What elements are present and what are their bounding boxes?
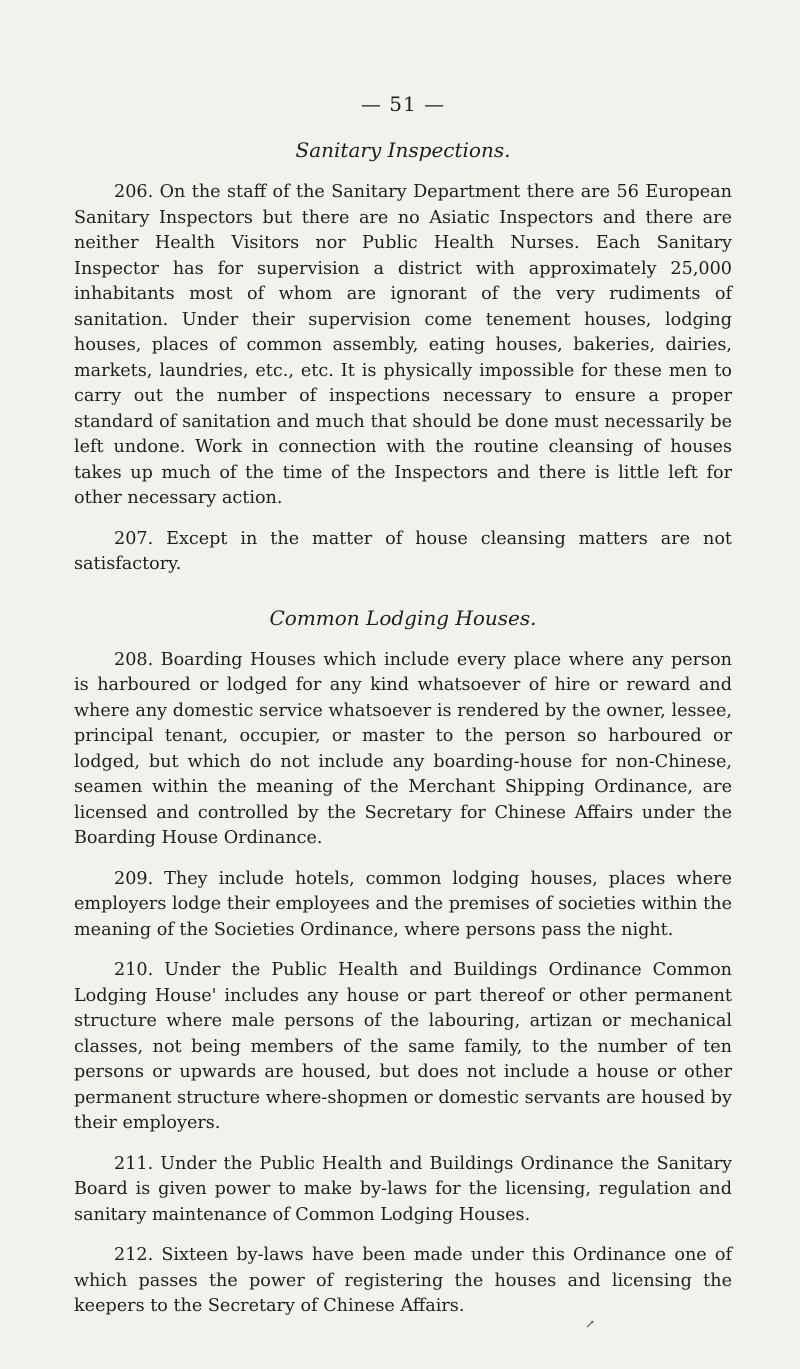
paragraph-208: 208. Boarding Houses which include every place where any person is harboured or lodged for any kind whatsoever of hire or reward and where any domestic service whatsoever is rendered by the owner, lessee, principal tenant, occupier, or master to the person so harboured or lodged, but which do not include any boarding-house for non-Chinese, seamen within the meaning of the Merchant Shipping Ordinance, are licensed and controlled by the Secretary for Chinese Affairs under the Boarding House Ordinance. xyxy=(74,649,732,848)
section-sanitary-inspections xyxy=(74,138,732,578)
section-common-lodging-houses xyxy=(74,606,732,1320)
stray-mark: ↗ xyxy=(585,1317,596,1331)
paragraph-206: 206. On the staff of the Sanitary Department there are 56 European Sanitary Inspectors but there are no Asiatic Inspectors and there are neither Health Visitors nor Public Health Nurses. Each Sanitary Inspector has for supervision a district with approximately 25,000 inhabitants most of whom are ignorant of the very rudiments of sanitation. Under their supervision come tenement houses, lodging houses, places of common assembly, eating houses, bakeries, dairies, markets, laundries, etc., etc. It is physically impossible for these men to carry out the number of inspections necessary to ensure a proper standard of sanitation and much that should be done must necessarily be left undone. Work in connection with the routine cleansing of houses takes up much of the time of the Inspectors and there is little left for other necessary action. xyxy=(74,182,732,508)
paragraph-207: 207. Except in the matter of house cleansing matters are not satisfactory. xyxy=(74,528,732,574)
section-heading: Common Lodging Houses. xyxy=(269,605,537,630)
paragraph-209: 209. They include hotels, common lodging houses, places where employers lodge their employees and the premises of societies within the meaning of the Societies Ordinance, where persons pass the night. xyxy=(74,868,732,940)
paragraph-211: 211. Under the Public Health and Buildings Ordinance the Sanitary Board is given power to make by-laws for the licensing, regulation and sanitary maintenance of Common Lodging Houses. xyxy=(74,1153,732,1225)
paragraph-212: 212. Sixteen by-laws have been made under this Ordinance one of which passes the power of registering the houses and licensing the keepers to the Secretary of Chinese Affairs. xyxy=(74,1245,732,1316)
section-heading: Sanitary Inspections. xyxy=(295,138,511,162)
page-number: — 51 — xyxy=(360,92,446,116)
paragraph-210: 210. Under the Public Health and Buildings Ordinance Common Lodging House' includes any house or part thereof or other permanent structure where male persons of the labouring, artizan or mechanical classes, not being members of the same family, to the number of ten persons or upwards are housed, but does not include a house or other permanent structure where-shopmen or domestic servants are housed by their employers. xyxy=(74,960,732,1133)
